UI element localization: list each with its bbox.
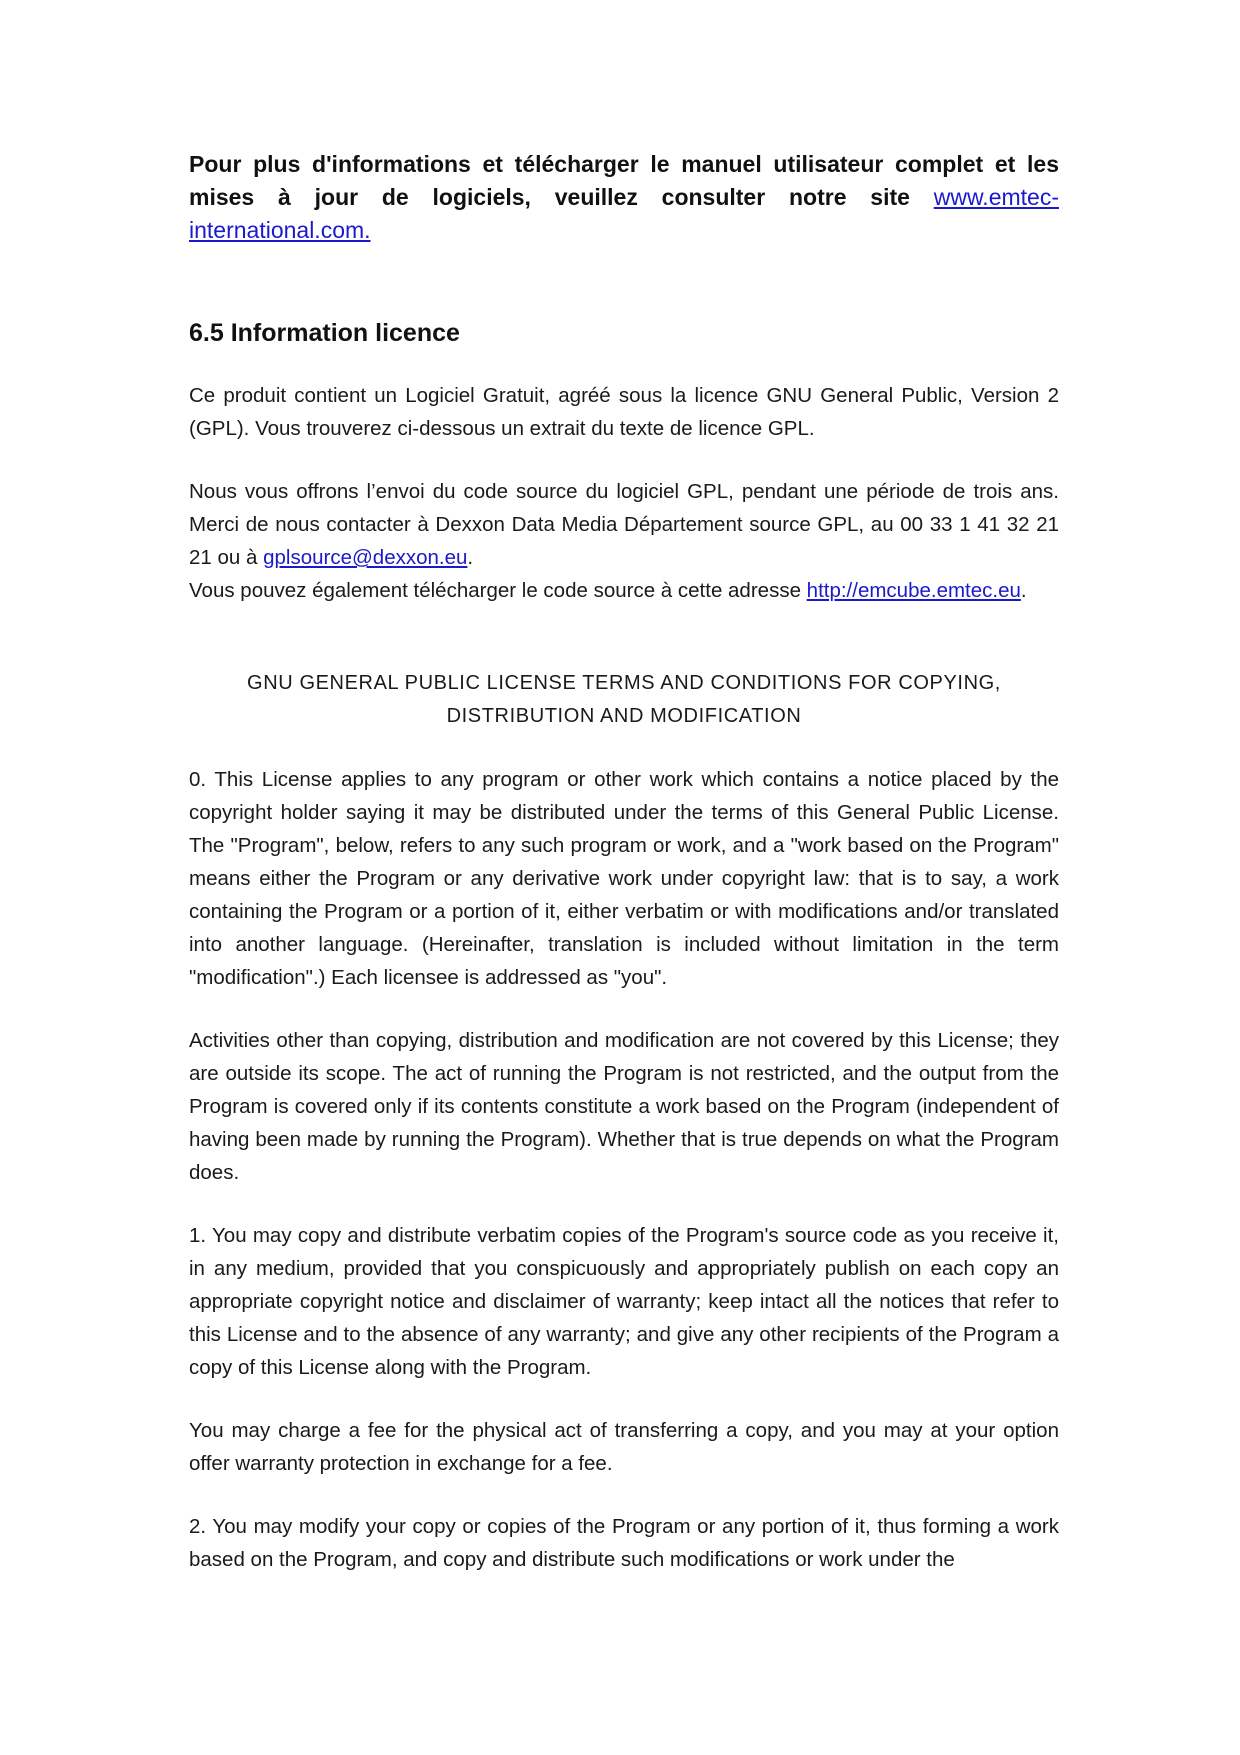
download-paragraph bbox=[189, 574, 1059, 607]
gpl-section-0: 0. This License applies to any program or other work which contains a notice placed by the copyright holder saying it may be distributed under the terms of this General Public License. The "Program", below, refers to any such program or work, and a "work based on the Program" means either the Program or any derivative work under copyright law: that is to say, a work containing the Program or a portion of it, either verbatim or with modifications and/or translated into another language. (Hereinafter, translation is included without limitation in the term "modification".) Each licensee is addressed as "you". bbox=[189, 768, 1059, 989]
gpl-activities-paragraph: Activities other than copying, distribution and modification are not covered by this License; they are outside its scope. The act of running the Program is not restricted, and the output from the Program is covered only if its contents constitute a work based on the Program (independent of having been made by running the Program). Whether that is true depends on what the Program does. bbox=[189, 1029, 1059, 1184]
source-offer-paragraph bbox=[189, 475, 1059, 574]
gpl-fee-paragraph: You may charge a fee for the physical act of transferring a copy, and you may at your option offer warranty protection in exchange for a fee. bbox=[189, 1419, 1059, 1475]
gpl-section-1: 1. You may copy and distribute verbatim copies of the Program's source code as you receive it, in any medium, provided that you conspicuously and appropriately publish on each copy an appropriate copyright notice and disclaimer of warranty; keep intact all the notices that refer to this License and to the absence of any warranty; and give any other recipients of the Program a copy of this License along with the Program. bbox=[189, 1224, 1059, 1379]
document-page bbox=[189, 148, 1059, 1576]
gpl-section-2: 2. You may modify your copy or copies of the Program or any portion of it, thus forming a work based on the Program, and copy and distribute such modifications or work under the bbox=[189, 1515, 1059, 1571]
gpl-title bbox=[189, 667, 1059, 733]
section-heading: 6.5 Information licence bbox=[189, 319, 460, 347]
download-text: Vous pouvez également télécharger le code source à cette adresse bbox=[189, 579, 807, 602]
emcube-download-link[interactable]: http://emcube.emtec.eu bbox=[806, 579, 1021, 602]
licence-intro-paragraph: Ce produit contient un Logiciel Gratuit, agréé sous la licence GNU General Public, Version 2 (GPL). Vous trouverez ci-dessous un extrait du texte de licence GPL. bbox=[189, 384, 1059, 440]
source-offer-text: Nous vous offrons l’envoi du code source du logiciel GPL, pendant une période de trois ans. Merci de nous contacter à Dexxon Data Media Département source GPL, au 00 33 1 41 32 21 21 ou à bbox=[189, 480, 1059, 569]
gpl-title-line-1: GNU GENERAL PUBLIC LICENSE TERMS AND CONDITIONS FOR COPYING, bbox=[247, 672, 1001, 694]
download-end: . bbox=[1020, 579, 1027, 602]
emtec-website-link[interactable]: www.emtec-international.com. bbox=[189, 184, 1059, 243]
intro-paragraph bbox=[189, 148, 1059, 247]
source-offer-end: . bbox=[467, 546, 474, 569]
intro-text: Pour plus d'informations et télécharger le manuel utilisateur complet et les mises à jour de logiciels, veuillez consulter notre site bbox=[189, 151, 1059, 210]
gplsource-email-link[interactable]: gplsource@dexxon.eu bbox=[263, 546, 468, 569]
source-offer-block bbox=[189, 475, 1059, 607]
gpl-title-line-2: DISTRIBUTION AND MODIFICATION bbox=[446, 705, 802, 727]
